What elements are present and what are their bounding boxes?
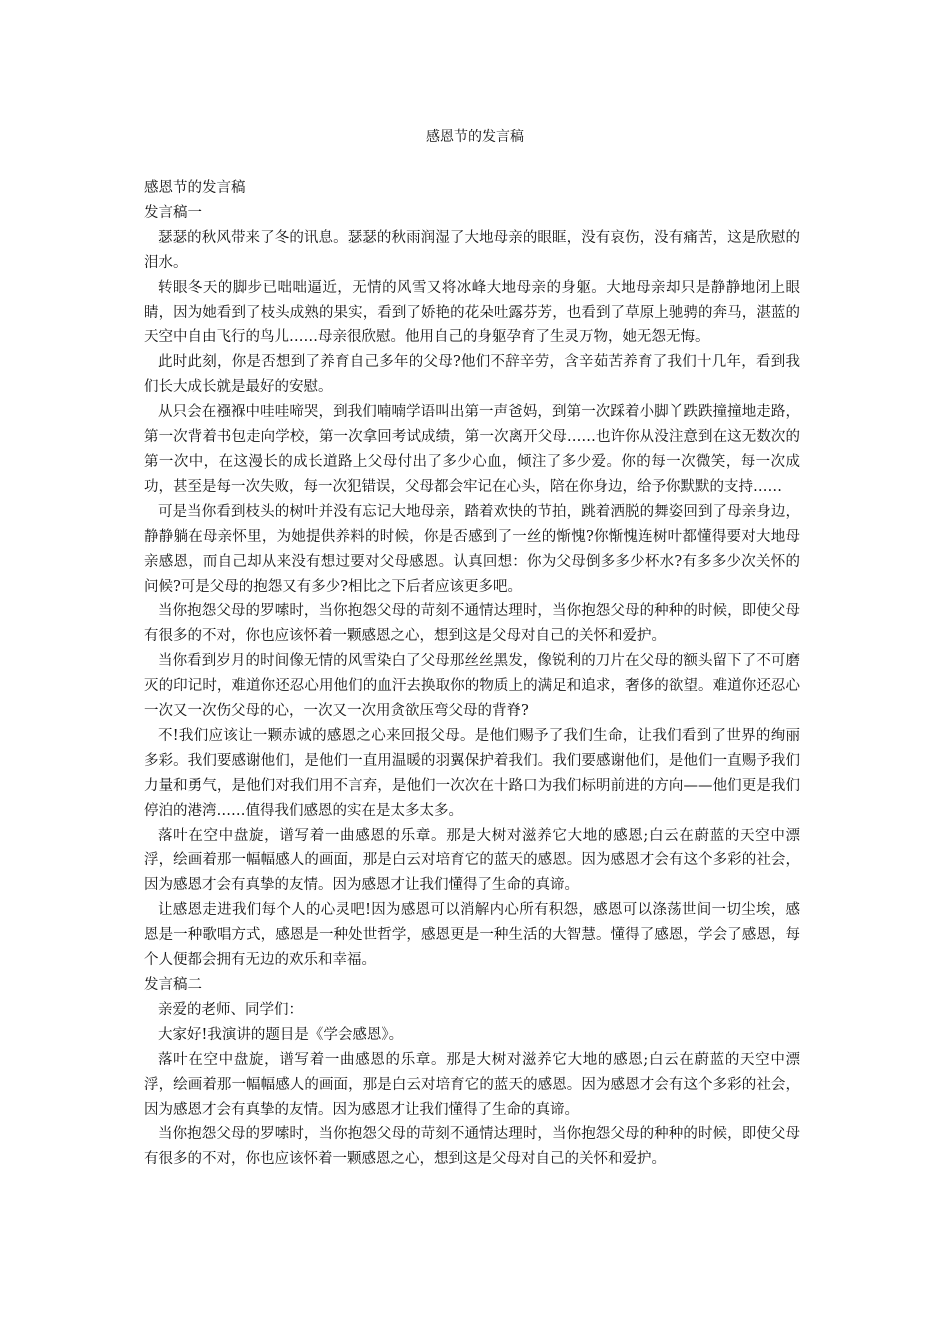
paragraph: 让感恩走进我们每个人的心灵吧!因为感恩可以消解内心所有积怨，感恩可以涤荡世间一切尘埃，感恩是一种歌唱方式，感恩是一种处世哲学，感恩更是一种生活的大智慧。懂得了感恩，学会了感恩，每个人便都会拥有无边的欢乐和幸福。: [144, 902, 800, 969]
paragraph: 此时此刻，你是否想到了养育自己多年的父母?他们不辞辛劳，含辛茹苦养育了我们十几年，看到我们长大成长就是最好的安慰。: [144, 354, 800, 396]
paragraph: 大家好!我演讲的题目是《学会感恩》。: [158, 1026, 404, 1043]
paragraph: 瑟瑟的秋风带来了冬的讯息。瑟瑟的秋雨润湿了大地母亲的眼眶，没有哀伤，没有痛苦，这是欣慰的泪水。: [144, 229, 800, 271]
section-heading-2: 发言稿二: [144, 977, 202, 993]
document-subtitle: 感恩节的发言稿: [144, 180, 246, 196]
paragraph: 当你抱怨父母的罗嗦时，当你抱怨父母的苛刻不通情达理时，当你抱怨父母的种种的时候，即使父母有很多的不对，你也应该怀着一颗感恩之心，想到这是父母对自己的关怀和爱护。: [144, 603, 800, 645]
paragraph: 落叶在空中盘旋，谱写着一曲感恩的乐章。那是大树对滋养它大地的感恩;白云在蔚蓝的天空中漂浮，绘画着那一幅幅感人的画面，那是白云对培育它的蓝天的感恩。因为感恩才会有这个多彩的社会，因为感恩才会有真挚的友情。因为感恩才让我们懂得了生命的真谛。: [144, 1051, 800, 1118]
paragraph: 可是当你看到枝头的树叶并没有忘记大地母亲，踏着欢快的节拍，跳着洒脱的舞姿回到了母亲身边，静静躺在母亲怀里，为她提供养料的时候，你是否感到了一丝的惭愧?你惭愧连树叶都懂得要对大地母亲感恩，而自己却从来没有想过要对父母感恩。认真回想：你为父母倒多多少杯水?有多多少次关怀的问候?可是父母的抱怨又有多少?相比之下后者应该更多吧。: [144, 503, 800, 595]
paragraph: 不!我们应该让一颗赤诚的感恩之心来回报父母。是他们赐予了我们生命，让我们看到了世界的绚丽多彩。我们要感谢他们，是他们一直用温暖的羽翼保护着我们。我们要感谢他们，是他们一直赐予我们力量和勇气，是他们对我们用不言弃，是他们一次次在十路口为我们标明前进的方向——他们更是我们停泊的港湾……值得我们感恩的实在是太多太多。: [144, 727, 800, 819]
paragraph: 落叶在空中盘旋，谱写着一曲感恩的乐章。那是大树对滋养它大地的感恩;白云在蔚蓝的天空中漂浮，绘画着那一幅幅感人的画面，那是白云对培育它的蓝天的感恩。因为感恩才会有这个多彩的社会，因为感恩才会有真挚的友情。因为感恩才让我们懂得了生命的真谛。: [144, 827, 800, 894]
paragraph: 转眼冬天的脚步已咄咄逼近，无情的风雪又将冰峰大地母亲的身躯。大地母亲却只是静静地闭上眼睛，因为她看到了枝头成熟的果实，看到了娇艳的花朵吐露芬芳，也看到了草原上驰骋的奔马，湛蓝的天空中自由飞行的鸟儿……母亲很欣慰。他用自己的身躯孕育了生灵万物，她无怨无悔。: [144, 279, 800, 346]
paragraph: 从只会在襁褓中哇哇啼哭，到我们喃喃学语叫出第一声爸妈，到第一次踩着小脚丫跌跌撞撞地走路，第一次背着书包走向学校，第一次拿回考试成绩，第一次离开父母……也许你从没注意到在这无数次的第一次中，在这漫长的成长道路上父母付出了多少心血，倾注了多少爱。你的每一次微笑，每一次成功，甚至是每一次失败，每一次犯错误，父母都会牢记在心头，陪在你身边，给予你默默的支持……: [144, 404, 800, 495]
document-title: 感恩节的发言稿: [426, 129, 524, 145]
paragraph: 当你抱怨父母的罗嗦时，当你抱怨父母的苛刻不通情达理时，当你抱怨父母的种种的时候，即使父母有很多的不对，你也应该怀着一颗感恩之心，想到这是父母对自己的关怀和爱护。: [144, 1126, 800, 1168]
document-body: [144, 176, 800, 1172]
salutation: 亲爱的老师、同学们：: [158, 1001, 303, 1018]
section-heading-1: 发言稿一: [144, 204, 202, 221]
paragraph: 当你看到岁月的时间像无情的风雪染白了父母那丝丝黑发，像锐利的刀片在父母的额头留下了不可磨灭的印记时，难道你还忍心用他们的血汗去换取你的物质上的满足和追求，奢侈的欲望。难道你还忍心一次又一次伤父母的心，一次又一次用贪欲压弯父母的背脊?: [144, 653, 800, 720]
